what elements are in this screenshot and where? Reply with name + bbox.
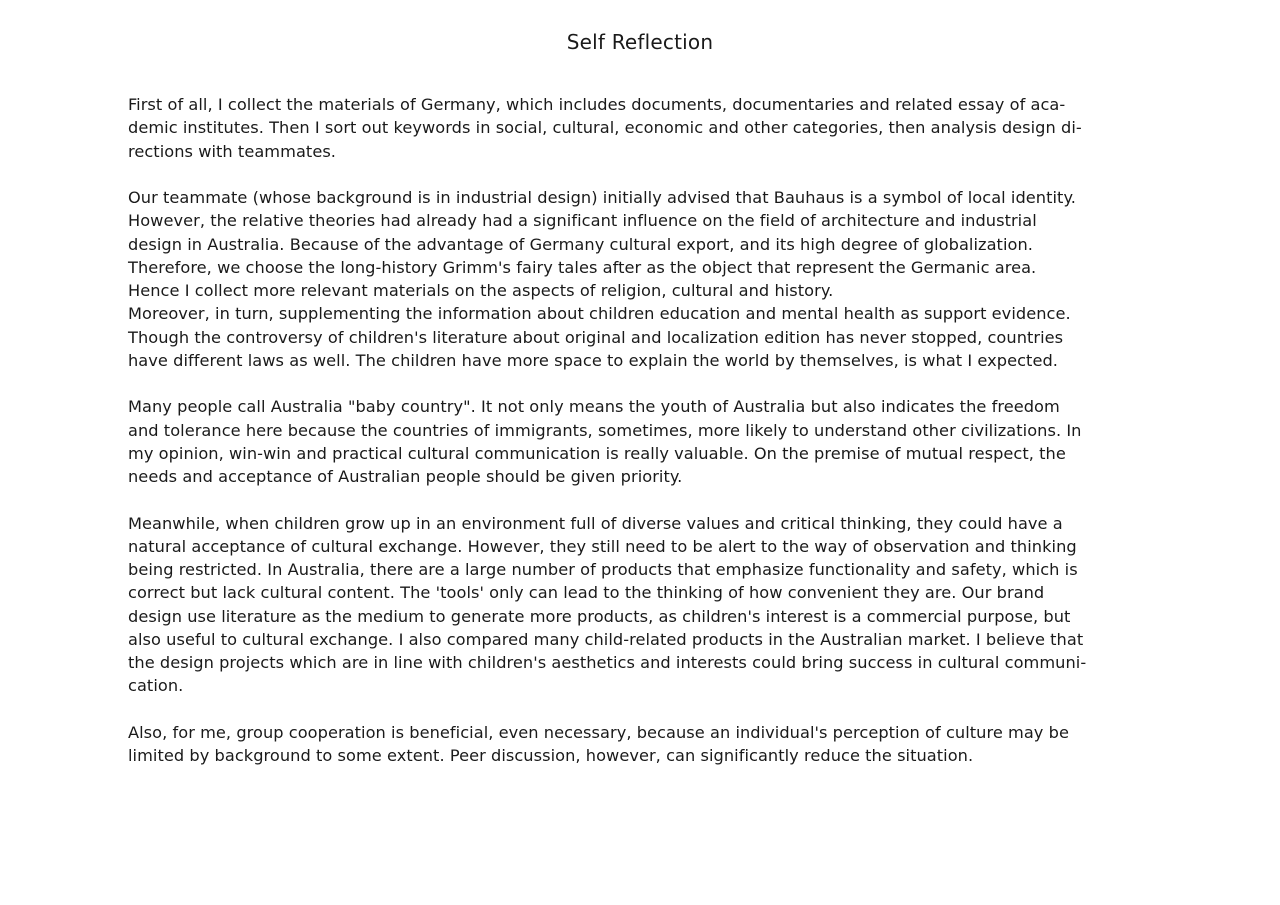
text-line: being restricted. In Australia, there are a large number of products that emphasize functionality and safety, which is [128, 560, 1078, 579]
text-line: and tolerance here because the countries of immigrants, sometimes, more likely to understand other civilizations. In [128, 420, 1082, 440]
paragraph-group-cooperation [128, 721, 1152, 768]
paragraph-cultural-exchange [128, 512, 1152, 698]
paragraph-spacer [128, 372, 1152, 395]
text-line: Hence I collect more relevant materials on the aspects of religion, cultural and history. [128, 281, 834, 300]
text-line: my opinion, win-win and practical cultural communication is really valuable. On the premise of mutual respect, the [128, 443, 1066, 463]
text-line: Though the controversy of children's literature about original and localization edition has never stopped, countries [128, 327, 1064, 347]
text-line: cation. [128, 676, 184, 696]
text-line: Also, for me, group cooperation is beneficial, even necessary, because an individual's perception of culture may be [128, 722, 1069, 742]
paragraph-spacer [128, 488, 1152, 511]
text-line: needs and acceptance of Australian people should be given priority. [128, 467, 683, 486]
paragraph-research-process [128, 93, 1152, 163]
text-line: Therefore, we choose the long-history Grimm's fairy tales after as the object that represent the Germanic area. [128, 257, 1037, 277]
text-line: rections with teammates. [128, 141, 337, 161]
text-line: demic institutes. Then I sort out keywords in social, cultural, economic and other categories, then analysis design di- [128, 118, 1082, 138]
text-line: the design projects which are in line with children's aesthetics and interests could bring success in cultural communi- [128, 653, 1087, 672]
text-line: Many people call Australia "baby country". It not only means the youth of Australia but also indicates the freedom [128, 397, 1060, 417]
paragraph-children-education [128, 302, 1152, 372]
text-line: design use literature as the medium to generate more products, as children's interest is a commercial purpose, but [128, 606, 1071, 626]
text-line: Moreover, in turn, supplementing the information about children education and mental health as support evidence. [128, 304, 1071, 324]
text-line: Meanwhile, when children grow up in an environment full of diverse values and critical thinking, they could have a [128, 513, 1063, 533]
text-line: natural acceptance of cultural exchange. However, they still need to be alert to the way of observation and thinking [128, 536, 1077, 556]
text-line: have different laws as well. The children have more space to explain the world by themselves, is what I expected. [128, 350, 1058, 370]
text-line: also useful to cultural exchange. I also compared many child-related products in the Australian market. I believe that [128, 629, 1084, 649]
page-title: Self Reflection [566, 30, 714, 54]
text-line: design in Australia. Because of the advantage of Germany cultural export, and its high degree of globalization. [128, 234, 1033, 254]
text-line: correct but lack cultural content. The 'tools' only can lead to the thinking of how convenient they are. Our brand [128, 583, 1045, 603]
text-line: Our teammate (whose background is in industrial design) initially advised that Bauhaus is a symbol of local identity. [128, 188, 1076, 207]
paragraph-spacer [128, 163, 1152, 186]
text-line: First of all, I collect the materials of Germany, which includes documents, documentaries and related essay of aca- [128, 95, 1066, 114]
document-body [128, 93, 1152, 767]
text-line: However, the relative theories had already had a significant influence on the field of architecture and industrial [128, 211, 1037, 231]
paragraph-australia [128, 395, 1152, 488]
text-line: limited by background to some extent. Peer discussion, however, can significantly reduce the situation. [128, 746, 974, 765]
paragraph-spacer [128, 698, 1152, 721]
paragraph-design-object [128, 186, 1152, 302]
